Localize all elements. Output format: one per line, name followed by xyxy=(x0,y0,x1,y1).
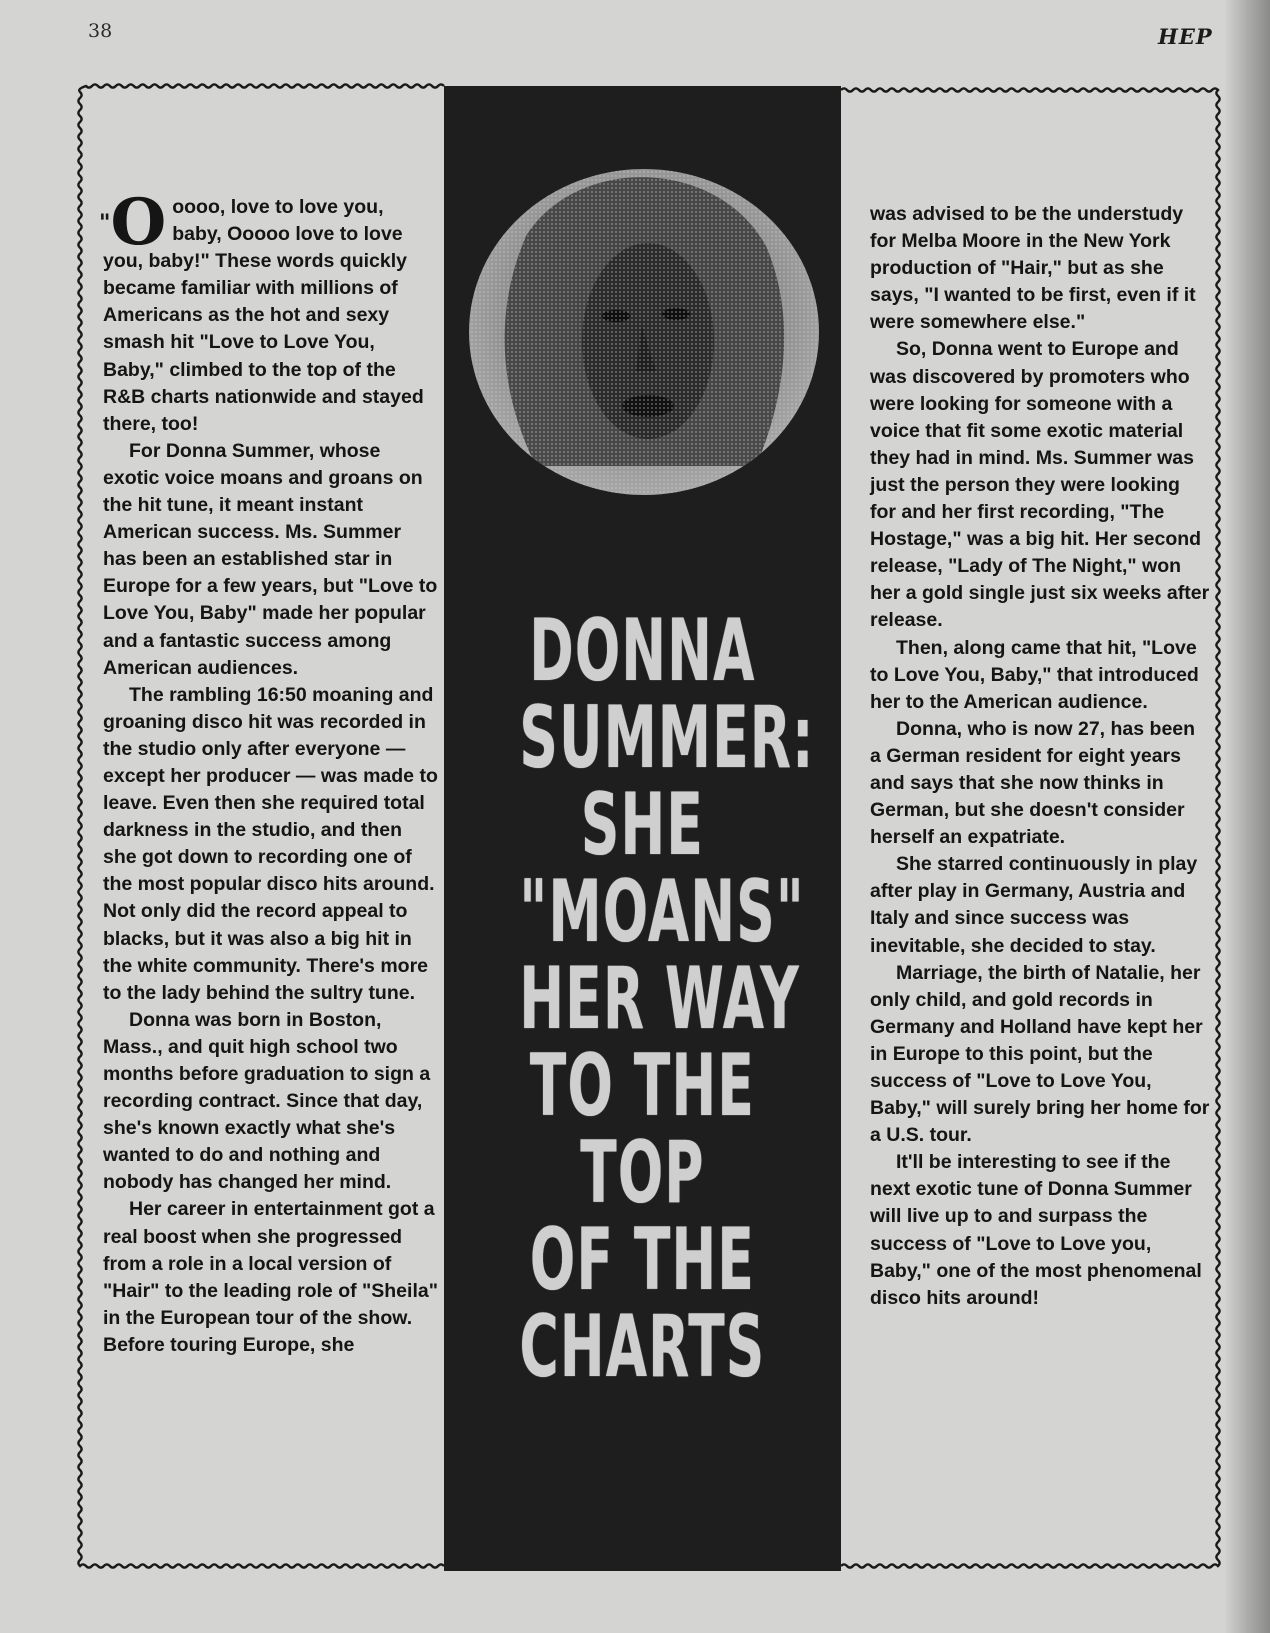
headline xyxy=(444,601,841,1397)
article-column-left xyxy=(99,185,438,1359)
lead-paragraph xyxy=(99,185,438,438)
headline-line: HER WAY xyxy=(519,949,800,1049)
portrait-photo xyxy=(466,166,822,498)
headline-line: OF THE xyxy=(529,1210,756,1310)
headline-line: CHARTS xyxy=(519,1297,766,1397)
article-paragraph: Donna was born in Boston, Mass., and quit high school two months before graduation to sign a recording contract. Since that day, she's known exactly what she's wanted to do and nothing and nobody has changed her mind. xyxy=(103,1008,431,1194)
article-column-right xyxy=(870,201,1210,1312)
page-number: 38 xyxy=(88,20,113,42)
drop-cap-quote: " xyxy=(99,210,111,236)
article-paragraph: It'll be interesting to see if the next exotic tune of Donna Summer will live up to and surpass the success of "Love to Love you, Baby," one of the most phenomenal disco hits around! xyxy=(870,1151,1202,1309)
magazine-name: HEP xyxy=(1158,24,1213,49)
article-paragraph: So, Donna went to Europe and was discovered by promoters who were looking for someone with a voice that fit some exotic material they had in mind. Ms. Summer was just the person they were looking for and her first recording, "The Hostage," was a big hit. Her second release, "Lady of The Night," won her a gold single just six weeks after release. xyxy=(870,338,1210,632)
lead-text: oooo, love to love you, baby, Ooooo love to love you, baby!" These words quickly became familiar with millions of Americans as the hot and sexy smash hit "Love to Love You, Baby," climbed to the top of the R&B charts nationwide and stayed there, too! xyxy=(103,196,424,435)
drop-cap xyxy=(99,185,167,260)
headline-line: SHE xyxy=(580,775,705,875)
headline-line: DONNA xyxy=(529,601,756,701)
article-paragraph: Then, along came that hit, "Love to Love You, Baby," that introduced her to the American audience. xyxy=(870,636,1199,713)
headline-line: TOP xyxy=(580,1123,705,1223)
article-paragraph: For Donna Summer, whose exotic voice moans and groans on the hit tune, it meant instant American success. Ms. Summer has been an established star in Europe for a few years, but "Love to Love You, Baby" made her popular and a fantastic success among American audiences. xyxy=(103,439,438,679)
continued-paragraph: was advised to be the understudy for Melba Moore in the New York production of "Hair," but as she says, "I wanted to be first, even if it were somewhere else." xyxy=(870,203,1196,334)
article-paragraph: Donna, who is now 27, has been a German resident for eight years and says that she now thinks in German, but she doesn't consider herself an expatriate. xyxy=(870,717,1196,849)
article-paragraph: Marriage, the birth of Natalie, her only child, and gold records in Germany and Holland have kept her in Europe to this point, but the success of "Love to Love You, Baby," will surely bring her home for a U.S. tour. xyxy=(870,961,1210,1147)
headline-line: SUMMER: xyxy=(519,688,815,788)
headline-line: "MOANS" xyxy=(519,862,805,962)
article-paragraph: Her career in entertainment got a real boost when she progressed from a role in a local version of "Hair" to the leading role of "Sheila" in the European tour of the show. Before touring Europe, she xyxy=(103,1198,438,1356)
drop-cap-letter: O xyxy=(110,185,167,260)
headline-line: TO THE xyxy=(529,1036,756,1136)
article-paragraph: The rambling 16:50 moaning and groaning disco hit was recorded in the studio only after everyone — except her producer — was made to leave. Even then she required total darkness in the studio, and then she got down to recording one of the most popular disco hits around. Not only did the record appeal to blacks, but it was also a big hit in the white community. There's more to the lady behind the sultry tune. xyxy=(103,683,438,1004)
article-paragraph: She starred continuously in play after play in Germany, Austria and Italy and since success was inevitable, she decided to stay. xyxy=(870,853,1198,957)
